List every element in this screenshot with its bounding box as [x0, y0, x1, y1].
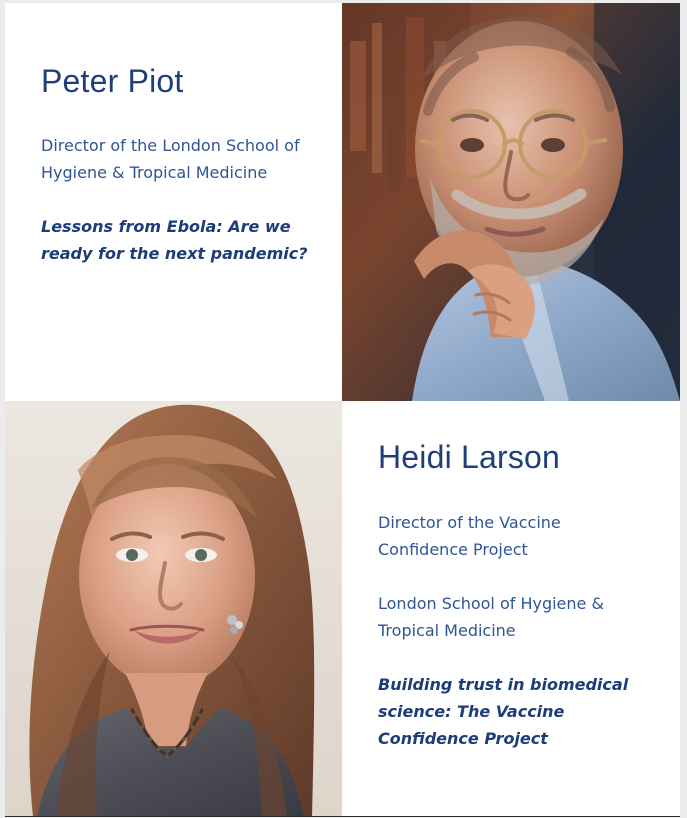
speaker-photo-heidi-larson	[5, 401, 342, 817]
speaker-role-peter-piot	[41, 132, 331, 186]
talk-title-line: Confidence Project	[378, 729, 548, 748]
speaker-organization-line: London School of Hygiene &	[378, 594, 604, 613]
bottom-divider	[5, 816, 680, 817]
speaker-name-heidi-larson: Heidi Larson	[378, 439, 561, 475]
portrait-heidi-larson	[5, 401, 342, 817]
speaker-role-line: Confidence Project	[378, 540, 528, 559]
speaker-role-line: Director of the London School of	[41, 136, 300, 155]
speaker-role-heidi-larson	[378, 509, 658, 563]
speaker-name-peter-piot: Peter Piot	[41, 63, 184, 99]
speaker-peter-piot-text	[5, 3, 342, 401]
speaker-photo-peter-piot	[342, 3, 680, 401]
speaker-heidi-larson-text	[342, 401, 680, 817]
portrait-peter-piot	[342, 3, 680, 401]
talk-title-heidi-larson	[378, 671, 658, 752]
speaker-organization-heidi-larson	[378, 590, 658, 644]
speaker-card-grid	[5, 3, 680, 817]
speaker-organization-line: Tropical Medicine	[378, 621, 516, 640]
talk-title-peter-piot	[41, 213, 331, 267]
talk-title-line: science: The Vaccine	[378, 702, 565, 721]
speaker-role-line: Director of the Vaccine	[378, 513, 561, 532]
speaker-role-line: Hygiene & Tropical Medicine	[41, 163, 268, 182]
talk-title-line: ready for the next pandemic?	[41, 244, 308, 263]
talk-title-line: Building trust in biomedical	[378, 675, 629, 694]
talk-title-line: Lessons from Ebola: Are we	[41, 217, 291, 236]
